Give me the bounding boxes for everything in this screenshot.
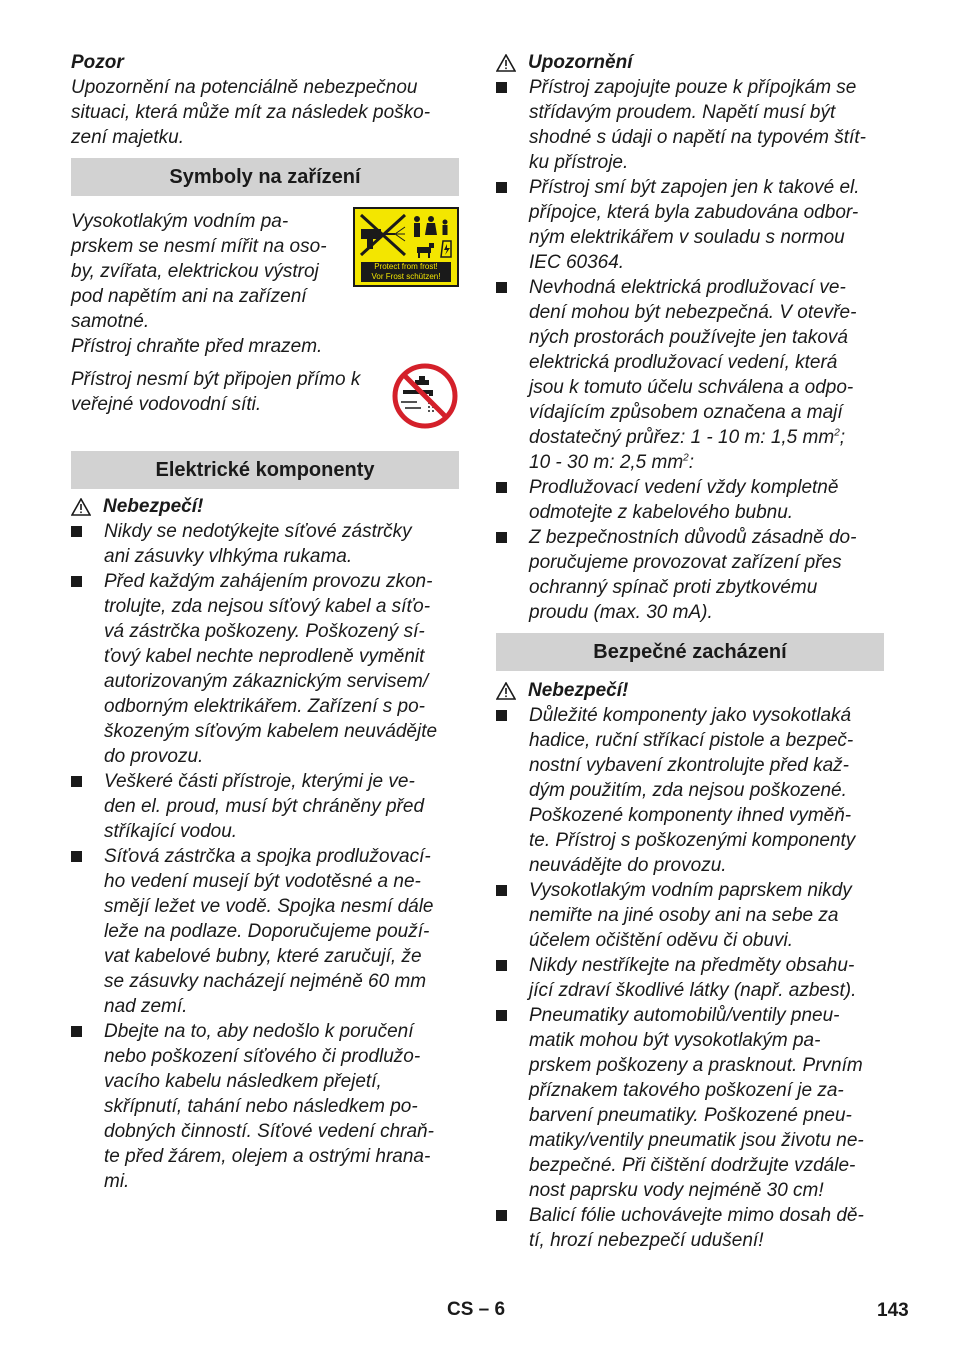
left-column — [71, 50, 459, 1194]
text-line: příznakem takového poškození je za- — [529, 1080, 844, 1101]
text-line: dení mohou být nebezpečná. V otevře- — [529, 302, 857, 323]
bullet-square-icon — [496, 282, 507, 293]
text-line: zení majetku. — [71, 127, 184, 148]
section-heading-safe-handling: Bezpečné zacházení — [496, 633, 884, 671]
text-line: by, zvířata, elektrickou výstroj — [71, 261, 319, 282]
text-line: jící zdraví škodlivé látky (např. azbest). — [529, 980, 857, 1001]
text-line: situaci, která může mít za následek poško- — [71, 102, 431, 123]
text-line: samotné. — [71, 311, 150, 332]
text-line: matiky/ventily pneumatik jsou životu ne- — [529, 1130, 864, 1151]
text-line: ťový kabel nechte neprodleně vyměnit — [104, 646, 425, 667]
text-line: Přístroj nesmí být připojen přímo k — [71, 369, 361, 390]
text-line: Nikdy se nedotýkejte síťové zástrčky — [104, 521, 412, 542]
bullet-square-icon — [71, 576, 82, 587]
text-line: Vysokotlakým vodním paprskem nikdy — [529, 880, 852, 901]
pozor-title: Pozor — [71, 52, 124, 73]
bullet-square-icon — [496, 885, 507, 896]
list-item — [496, 878, 884, 953]
sticker-line: Protect from frost! — [374, 262, 438, 271]
list-item — [496, 703, 884, 878]
text-line: tí, hrozí nebezpečí udušení! — [529, 1230, 764, 1251]
list-item — [496, 953, 884, 1003]
text-line: dobných činností. Síťové vedení chraň- — [104, 1121, 434, 1142]
bullet-square-icon — [71, 526, 82, 537]
bullet-square-icon — [496, 710, 507, 721]
text-line: hadice, ruční stříkací pistole a bezpeč- — [529, 730, 854, 751]
electric-section — [71, 494, 459, 1194]
text-line: Nikdy nestříkejte na předměty obsahu- — [529, 955, 855, 976]
text-line: vá zástrčka poškozeny. Poškozený sí- — [104, 621, 425, 642]
text-line: prskem poškozeny a prasknout. Prvním — [529, 1055, 863, 1076]
text-line: odborným elektrikářem. Zařízení s po- — [104, 696, 426, 717]
text-line: te. Přístroj s poškozenými komponenty — [529, 830, 856, 851]
bullet-square-icon — [496, 1010, 507, 1021]
text-line: dým použitím, zda nejsou poškozené. — [529, 780, 847, 801]
safe-section — [496, 678, 884, 1253]
text-line: stříkající vodou. — [104, 821, 238, 842]
text-line: poručujeme provozovat zařízení přes — [529, 552, 842, 573]
warning-triangle-icon — [71, 498, 91, 516]
danger-title: Nebezpečí! — [528, 680, 629, 701]
text-line: Nevhodná elektrická prodlužovací ve- — [529, 277, 846, 298]
bullet-square-icon — [496, 532, 507, 543]
bullet-square-icon — [71, 1026, 82, 1037]
text-line: Vysokotlakým vodním pa- — [71, 211, 289, 232]
text-line: ku přístroje. — [529, 152, 629, 173]
text-line: ných prostorách používejte jen taková — [529, 327, 848, 348]
list-item — [496, 1003, 884, 1203]
list-item — [71, 1019, 459, 1194]
section-heading-electric: Elektrické komponenty — [71, 451, 459, 489]
warning-triangle-icon — [496, 54, 516, 72]
text-line: ochranný spínač proti zbytkovému — [529, 577, 818, 598]
text-line: Přístroj zapojujte pouze k přípojkám se — [529, 77, 857, 98]
text-line: leže na podlaze. Doporučujeme použí- — [104, 921, 430, 942]
bullet-square-icon — [71, 776, 82, 787]
text-line: te před žárem, olejem a ostrými hrana- — [104, 1146, 431, 1167]
danger-title: Nebezpečí! — [103, 496, 204, 517]
text-line: pod napětím ani na zařízení — [71, 286, 307, 307]
bullet-square-icon — [71, 851, 82, 862]
text-line: mi. — [104, 1171, 130, 1192]
bullet-square-icon — [496, 82, 507, 93]
list-item — [496, 525, 884, 625]
danger-header — [496, 678, 884, 703]
safe-list — [496, 703, 884, 1253]
warning-header — [496, 50, 884, 75]
text-line: ani zásuvky vlhkýma rukama. — [104, 546, 353, 567]
symbols-block — [71, 209, 459, 359]
text-line: ným elektrikářem v souladu s normou — [529, 227, 845, 248]
bullet-square-icon — [496, 482, 507, 493]
text-line: Balicí fólie uchovávejte mimo dosah dě- — [529, 1205, 864, 1226]
no-water-connection-icon — [391, 362, 459, 430]
right-column — [496, 50, 884, 1253]
text-line: autorizovaným zákaznickým servisem/ — [104, 671, 429, 692]
text-line: den el. proud, musí být chráněny před — [104, 796, 425, 817]
list-item — [496, 175, 884, 275]
list-item — [71, 769, 459, 844]
bullet-square-icon — [496, 182, 507, 193]
text-line: skřípnutí, tahání nebo následkem po- — [104, 1096, 418, 1117]
text-line: ho vedení musejí být vodotěsné a ne- — [104, 871, 421, 892]
text-line: Veškeré části přístroje, kterými je ve- — [104, 771, 415, 792]
text-line: škozeným síťovým kabelem neuvádějte — [104, 721, 438, 742]
text-line: nad zemí. — [104, 996, 188, 1017]
list-item — [496, 1203, 884, 1253]
text-line: Prodlužovací vedení vždy kompletně — [529, 477, 839, 498]
warning-title: Upozornění — [528, 52, 633, 73]
text-line: matik mohou být vysokotlakým pa- — [529, 1030, 821, 1051]
text-line: smějí ležet ve vodě. Spojka nesmí dále — [104, 896, 434, 917]
text-line: barvení pneumatiky. Poškozené pneu- — [529, 1105, 852, 1126]
cross-section-a: dostatečný průřez: 1 - 10 m: 1,5 mm — [529, 427, 835, 448]
high-pressure-warning-label-icon — [353, 207, 459, 287]
text-line: proudu (max. 30 mA). — [529, 602, 713, 623]
text-line: Přístroj chraňte před mrazem. — [71, 336, 323, 357]
text-line: odmotejte z kabelového bubnu. — [529, 502, 794, 523]
text-line: Pneumatiky automobilů/ventily pneu- — [529, 1005, 840, 1026]
punctuation: : — [688, 452, 695, 473]
text-line: Síťová zástrčka a spojka prodlužovací- — [104, 846, 431, 867]
footer-language-code: CS – 6 — [447, 1299, 506, 1320]
text-line: prskem se nesmí mířit na oso- — [71, 236, 327, 257]
sticker-line: Vor Frost schützen! — [371, 272, 441, 281]
electric-list — [71, 519, 459, 1194]
text-line: neuvádějte do provozu. — [529, 855, 727, 876]
text-line: střídavým proudem. Napětí musí být — [529, 102, 836, 123]
sticker-text — [361, 262, 451, 282]
text-line — [529, 450, 884, 475]
bullet-square-icon — [496, 1210, 507, 1221]
text-line: shodné s údaji o napětí na typovém štít- — [529, 127, 866, 148]
text-line: Z bezpečnostních důvodů zásadně do- — [529, 527, 857, 548]
section-heading-symbols: Symboly na zařízení — [71, 158, 459, 196]
list-item — [496, 475, 884, 525]
warning-section — [496, 50, 884, 625]
list-item — [496, 75, 884, 175]
text-line — [529, 425, 884, 450]
text-line: se zásuvky nacházejí nejméně 60 mm — [104, 971, 427, 992]
pozor-text — [71, 75, 459, 150]
text-line: Před každým zahájením provozu zkon- — [104, 571, 433, 592]
superscript: 2 — [683, 452, 689, 464]
punctuation: ; — [839, 427, 846, 448]
text-line: Přístroj smí být zapojen jen k takové el. — [529, 177, 860, 198]
text-line: nost paprsku vody nejméně 30 cm! — [529, 1180, 824, 1201]
text-line: Poškozené komponenty ihned vyměň- — [529, 805, 852, 826]
water-block — [71, 367, 459, 441]
text-line: do provozu. — [104, 746, 204, 767]
bullet-square-icon — [496, 960, 507, 971]
text-line: jsou k tomuto účelu schválena a odpo- — [529, 377, 854, 398]
text-line: veřejné vodovodní síti. — [71, 394, 262, 415]
text-line: nemiřte na jiné osoby ani na sebe za — [529, 905, 839, 926]
list-item — [496, 275, 884, 475]
list-item — [71, 569, 459, 769]
text-line: nebo poškození síťového či prodlužo- — [104, 1046, 421, 1067]
text-line: nostní vybavení zkontrolujte před kaž- — [529, 755, 850, 776]
text-line: vídajícím způsobem označena a mají — [529, 402, 843, 423]
text-line: Dbejte na to, aby nedošlo k poručení — [104, 1021, 414, 1042]
danger-header — [71, 494, 459, 519]
cross-section-b: 10 - 30 m: 2,5 mm — [529, 452, 684, 473]
text-line: trolujte, zda nejsou síťový kabel a síťo- — [104, 596, 431, 617]
footer-page-number: 143 — [877, 1300, 909, 1321]
text-line: vacího kabelu následkem přejetí, — [104, 1071, 382, 1092]
text-line: účelem očištění oděvu či obuvi. — [529, 930, 794, 951]
text-line: IEC 60364. — [529, 252, 625, 273]
superscript: 2 — [834, 427, 840, 439]
text-line: přípojce, která byla zabudována odbor- — [529, 202, 859, 223]
text-line: Důležité komponenty jako vysokotlaká — [529, 705, 852, 726]
list-item — [71, 519, 459, 569]
list-item — [71, 844, 459, 1019]
text-line: bezpečné. Při čištění dodržujte vzdále- — [529, 1155, 856, 1176]
text-line: Upozornění na potenciálně nebezpečnou — [71, 77, 418, 98]
warning-list — [496, 75, 884, 625]
warning-triangle-icon — [496, 682, 516, 700]
text-line: vat kabelové bubny, které zaručují, že — [104, 946, 422, 967]
text-line: elektrická prodlužovací vedení, která — [529, 352, 838, 373]
